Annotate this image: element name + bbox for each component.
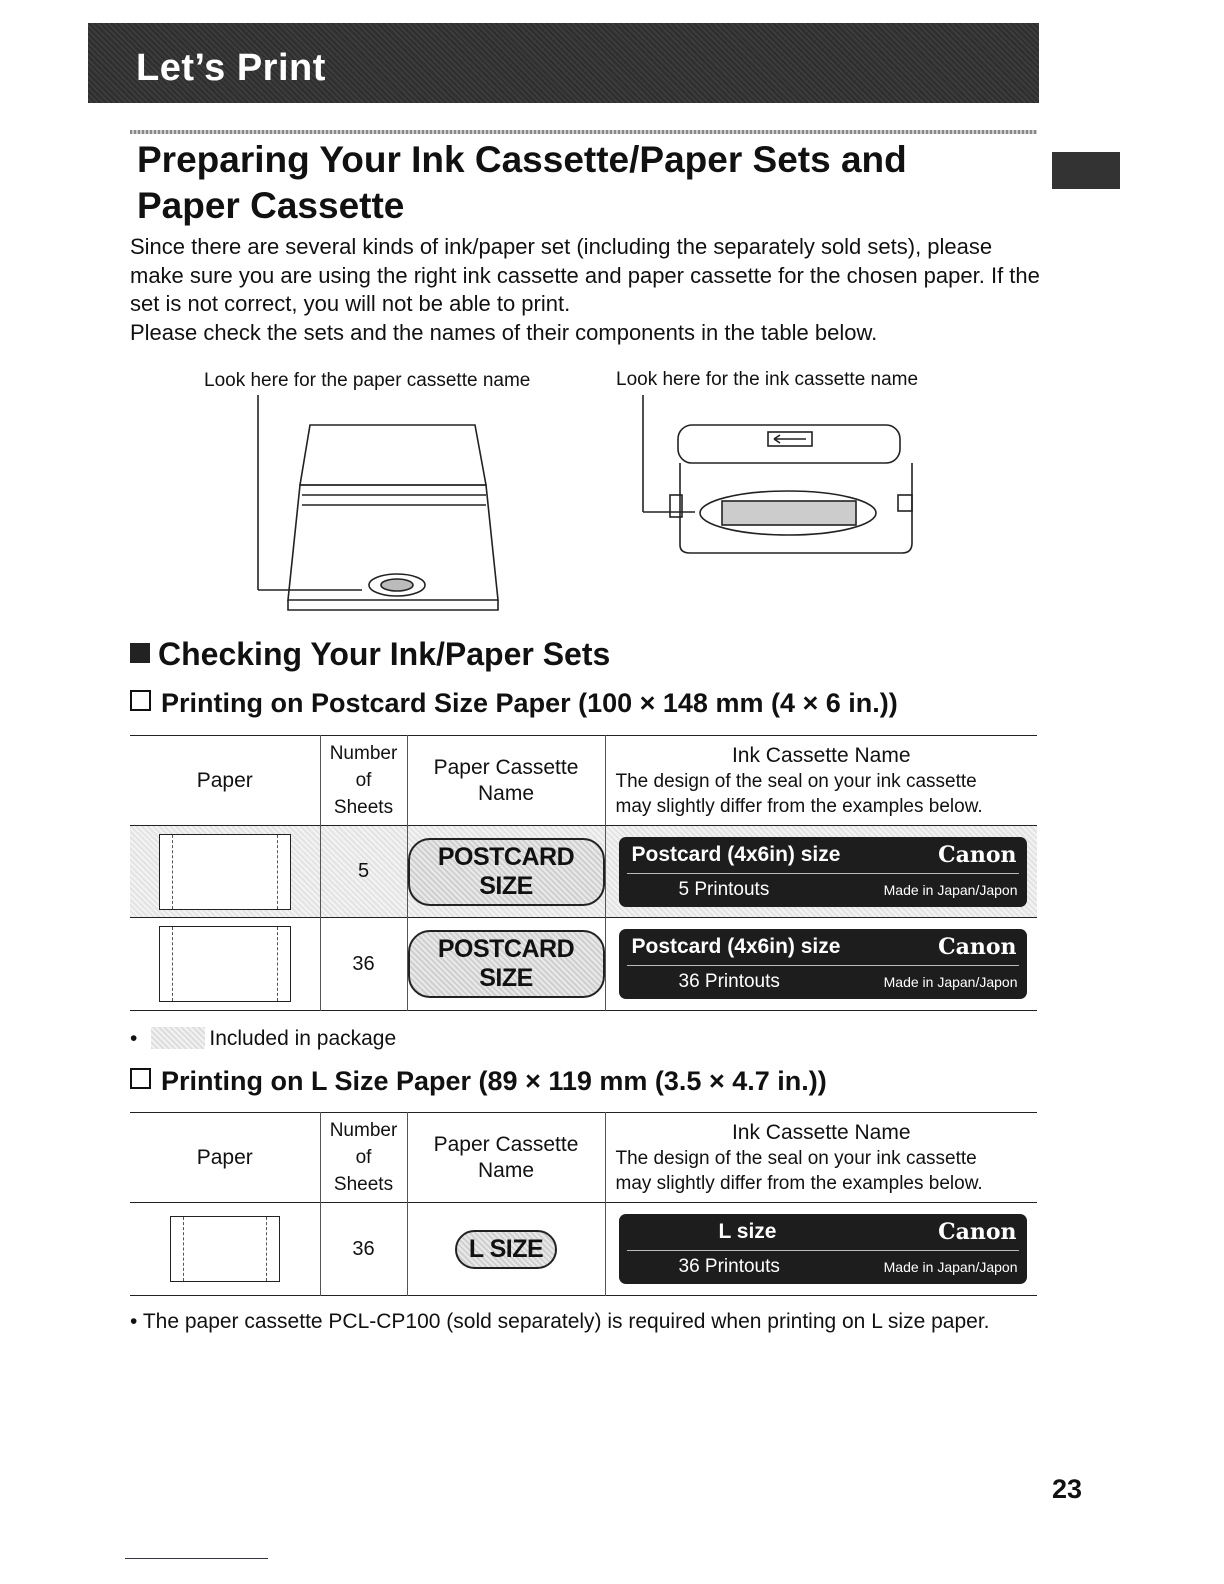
table-row <box>130 826 1037 918</box>
header-sheets: Number of Sheets <box>320 1113 407 1203</box>
header-paper: Paper <box>130 736 320 826</box>
paper-cassette-label: POSTCARD SIZE <box>408 930 605 998</box>
sheets-cell: 36 <box>320 1203 407 1296</box>
postcard-heading <box>130 688 898 719</box>
intro-paragraph-1: Since there are several kinds of ink/paper set (including the separately sold sets), please make sure you are using the right ink cassette and paper cassette for the chosen paper. If the set is not correct, you will not be able to print. <box>130 234 1040 316</box>
ink-cassette-seal: L size Canon 36 Printouts Made in Japan/Japon <box>619 1214 1027 1284</box>
header-sheets: Number of Sheets <box>320 736 407 826</box>
cassette-cell <box>407 1203 605 1296</box>
included-note: • Included in package <box>130 1027 397 1050</box>
lsize-heading-text: Printing on L Size Paper (89 × 119 mm (3.5 × 4.7 in.)) <box>161 1066 827 1096</box>
checkbox-square-icon <box>130 690 151 711</box>
paper-cassette-caption: Look here for the paper cassette name <box>204 370 531 391</box>
postcard-sets-table <box>130 735 1037 1011</box>
page-number: 23 <box>1052 1474 1083 1504</box>
ink-cell <box>605 918 1037 1011</box>
paper-cassette-label: L SIZE <box>455 1230 557 1269</box>
paper-cell <box>130 1203 320 1296</box>
ink-cassette-seal: Postcard (4x6in) size Canon 5 Printouts Made in Japan/Japon <box>619 837 1027 907</box>
lsize-note: • The paper cassette PCL-CP100 (sold separately) is required when printing on L size paper. <box>130 1310 990 1333</box>
sheets-cell: 5 <box>320 826 407 918</box>
table-header-row <box>130 1113 1037 1203</box>
page-title <box>137 137 1017 229</box>
paper-cassette-illustration <box>250 395 510 615</box>
table-header-row <box>130 736 1037 826</box>
canon-logo: Canon <box>938 841 1017 868</box>
table-row <box>130 918 1037 1011</box>
intro-paragraph-2: Please check the sets and the names of their components in the table below. <box>130 319 878 345</box>
chapter-banner <box>88 23 1039 103</box>
section-bullet-icon <box>130 643 150 663</box>
header-ink-title: Ink Cassette Name <box>731 1120 911 1144</box>
canon-logo: Canon <box>938 1219 1017 1245</box>
header-paper: Paper <box>130 1113 320 1203</box>
ink-cassette-caption: Look here for the ink cassette name <box>616 369 919 390</box>
ink-cell <box>605 826 1037 918</box>
shading-legend-swatch <box>151 1027 205 1049</box>
header-ink: Ink Cassette Name The design of the seal on your ink cassette may slightly differ from the examples below. <box>605 736 1037 826</box>
canon-logo: Canon <box>938 934 1017 960</box>
section-heading-text: Checking Your Ink/Paper Sets <box>158 636 611 672</box>
ink-cassette-seal: Postcard (4x6in) size Canon 36 Printouts Made in Japan/Japon <box>619 929 1027 999</box>
table-row <box>130 1203 1037 1296</box>
postcard-paper-icon <box>159 926 291 1002</box>
intro-text <box>130 233 1050 347</box>
chapter-title: Let’s Print <box>136 47 326 89</box>
l-size-paper-icon <box>170 1216 280 1282</box>
cassette-cell <box>407 826 605 918</box>
checkbox-square-icon <box>130 1068 151 1089</box>
footer-line <box>125 1558 268 1559</box>
ink-cassette-illustration <box>640 395 930 565</box>
header-cassette: Paper Cassette Name <box>407 1113 605 1203</box>
page-title-line-1: Preparing Your Ink Cassette/Paper Sets and <box>137 139 907 180</box>
paper-cell <box>130 826 320 918</box>
cassette-cell <box>407 918 605 1011</box>
header-cassette: Paper Cassette Name <box>407 736 605 826</box>
paper-cassette-label: POSTCARD SIZE <box>408 838 605 906</box>
header-ink: Ink Cassette Name The design of the seal on your ink cassette may slightly differ from the examples below. <box>605 1113 1037 1203</box>
lsize-heading <box>130 1066 827 1097</box>
sheets-cell: 36 <box>320 918 407 1011</box>
ink-cell <box>605 1203 1037 1296</box>
postcard-paper-icon <box>159 834 291 910</box>
postcard-heading-text: Printing on Postcard Size Paper (100 × 148 mm (4 × 6 in.)) <box>161 688 898 718</box>
section-heading <box>130 636 610 673</box>
title-rule <box>130 130 1037 134</box>
paper-cell <box>130 918 320 1011</box>
page-title-line-2: Paper Cassette <box>137 185 405 226</box>
chapter-side-tab <box>1052 152 1120 189</box>
lsize-sets-table <box>130 1112 1037 1296</box>
header-ink-title: Ink Cassette Name <box>731 743 911 767</box>
